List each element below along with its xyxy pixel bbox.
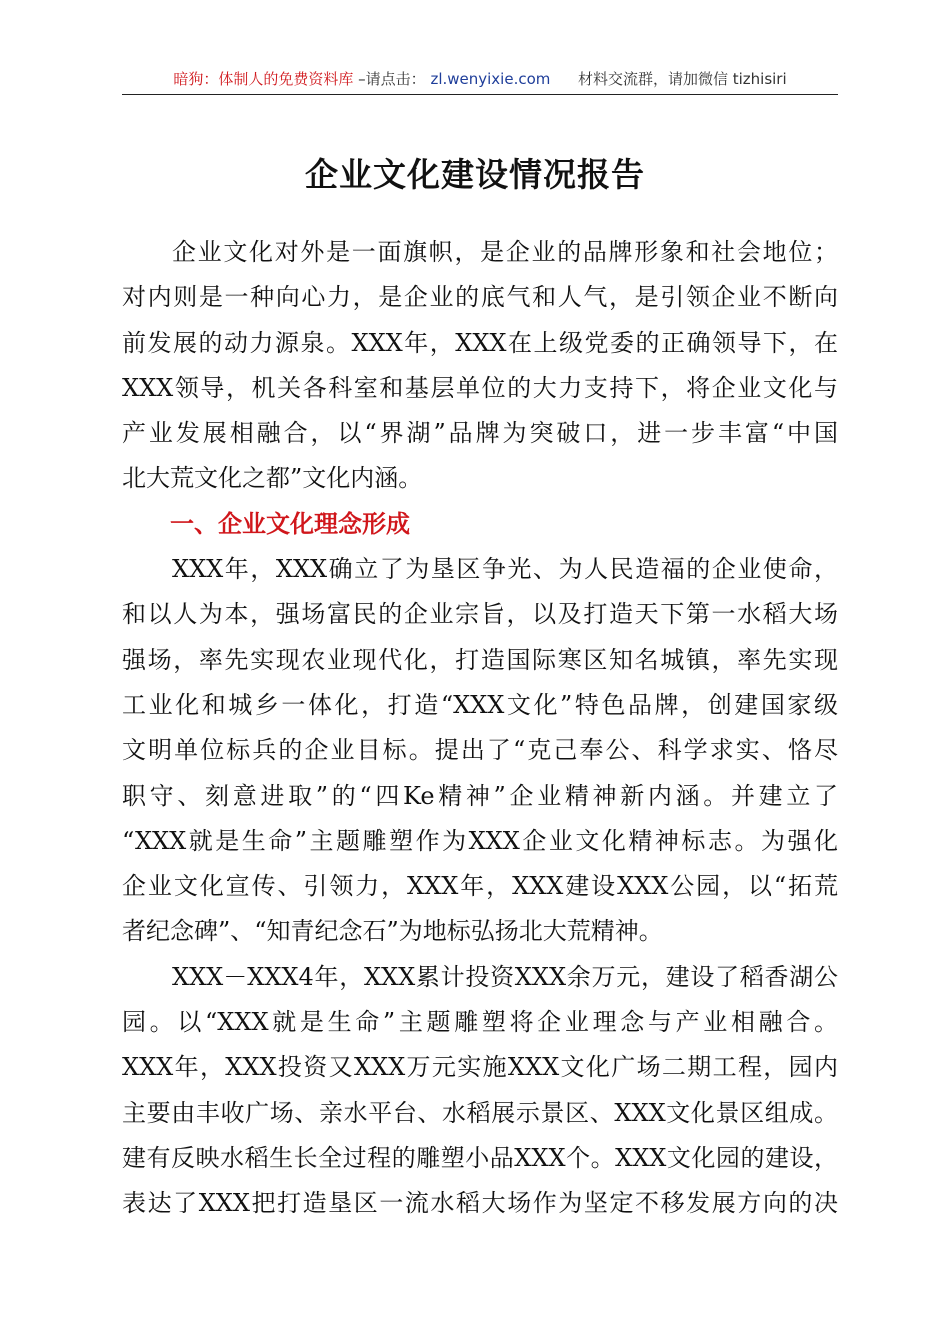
page-header [122, 66, 838, 95]
document-body [122, 230, 838, 1227]
paragraph-line: 和以人为本，强场富民的企业宗旨，以及打造天下第一水稻大场 [122, 600, 838, 629]
paragraph-line: 工业化和城乡一体化，打造“XXX文化”特色品牌，创建国家级 [122, 690, 838, 719]
paragraph-line: 主要由丰收广场、亲水平台、水稻展示景区、XXX文化景区组成。 [122, 1098, 838, 1127]
header-group-note: 材料交流群，请加微信 tizhisiri [577, 70, 787, 88]
paragraph-line: 前发展的动力源泉。XXX年，XXX在上级党委的正确领导下，在 [122, 328, 838, 357]
paragraph-line: XXX年，XXX确立了为垦区争光、为人民造福的企业使命， [172, 555, 838, 584]
header-brand: 暗狗：体制人的免费资料库 [173, 70, 354, 88]
section-heading: 一、企业文化理念形成 [170, 509, 410, 538]
paragraph-line: 表达了XXX把打造垦区一流水稻大场作为坚定不移发展方向的决 [122, 1189, 838, 1218]
document-title: 企业文化建设情况报告 [305, 155, 645, 194]
paragraph-line: 产业发展相融合，以“界湖”品牌为突破口，进一步丰富“中国 [122, 419, 838, 448]
header-url-link[interactable]: zl.wenyixie.com [430, 70, 551, 88]
paragraph-line: 文明单位标兵的企业目标。提出了“克己奉公、科学求实、恪尽 [122, 736, 838, 765]
paragraph-line: 北大荒文化之都”文化内涵。 [122, 464, 423, 493]
paragraph-line: 建有反映水稻生长全过程的雕塑小品XXX个。XXX文化园的建设， [122, 1143, 838, 1172]
paragraph-line: “XXX就是生命”主题雕塑作为XXX企业文化精神标志。为强化 [122, 826, 838, 855]
paragraph-line: 者纪念碑”、“知青纪念石”为地标弘扬北大荒精神。 [122, 917, 663, 946]
paragraph-line: 对内则是一种向心力，是企业的底气和人气，是引领企业不断向 [122, 283, 838, 312]
paragraph-line: 企业文化对外是一面旗帜，是企业的品牌形象和社会地位； [172, 238, 838, 266]
paragraph-line: XXX－XXX4年，XXX累计投资XXX余万元，建设了稻香湖公 [172, 962, 838, 991]
paragraph-line: XXX年，XXX投资又XXX万元实施XXX文化广场二期工程，园内 [122, 1053, 838, 1082]
paragraph-line: 园。以“XXX就是生命”主题雕塑将企业理念与产业相融合。 [122, 1008, 838, 1037]
header-click-label: –请点击： [358, 70, 426, 88]
paragraph-line: 企业文化宣传、引领力，XXX年，XXX建设XXX公园，以“拓荒 [122, 872, 838, 901]
paragraph-line: 职守、刻意进取”的“四Ke精神”企业精神新内涵。并建立了 [122, 781, 838, 810]
paragraph-line: XXX领导，机关各科室和基层单位的大力支持下，将企业文化与 [122, 373, 838, 402]
paragraph-line: 强场，率先实现农业现代化，打造国际寒区知名城镇，率先实现 [122, 645, 838, 674]
